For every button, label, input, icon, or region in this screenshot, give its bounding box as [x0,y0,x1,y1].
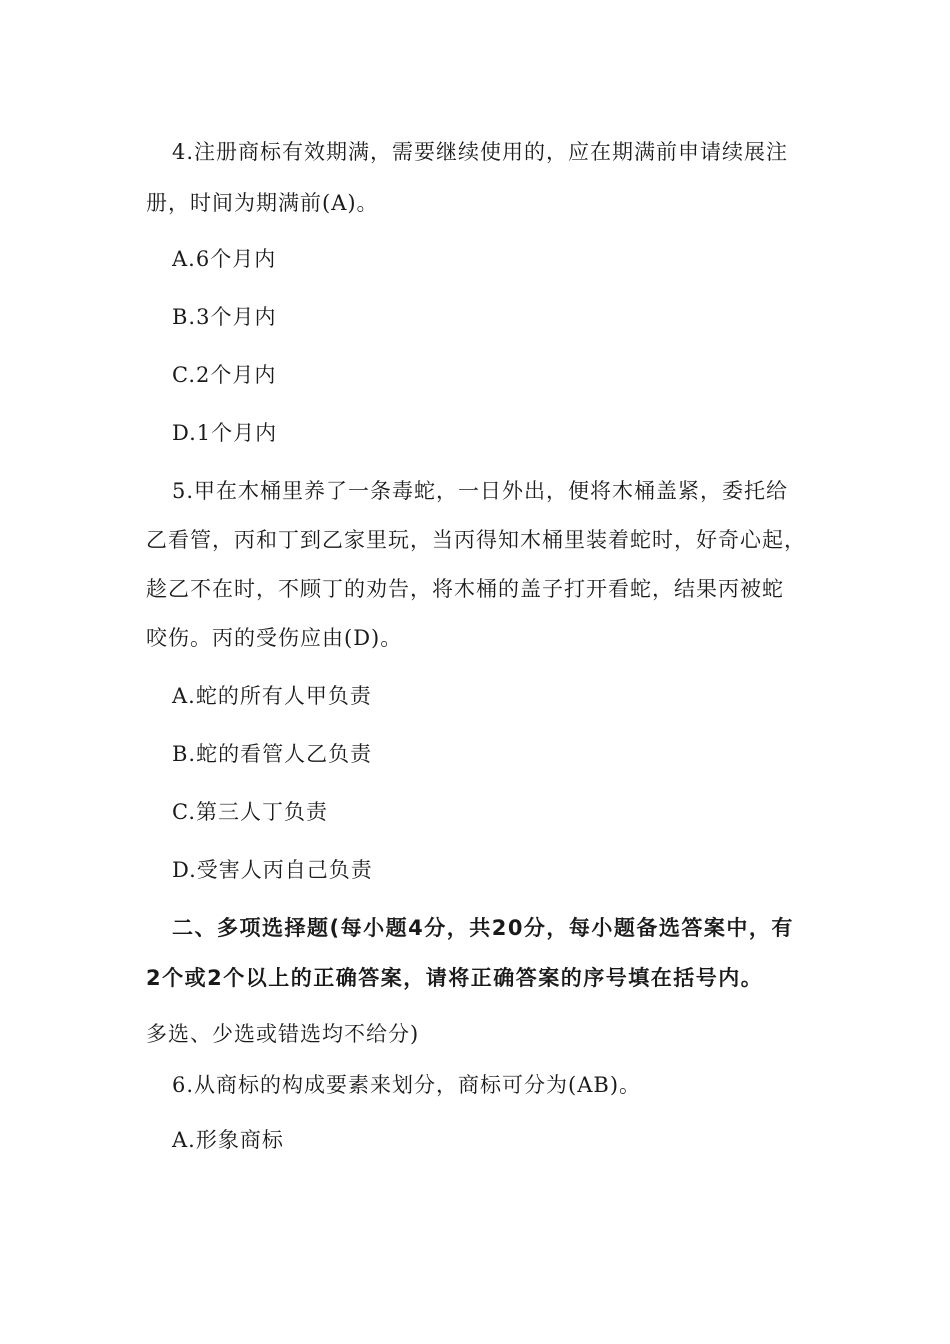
q5-option-a: A.蛇的所有人甲负责 [172,684,372,708]
q4-option-b: B.3个月内 [172,305,277,329]
section-2-heading-line-2: 2个或2个以上的正确答案，请将正确答案的序号填在括号内。 [146,966,764,990]
q6-option-a: A.形象商标 [172,1128,284,1152]
q6-stem: 6.从商标的构成要素来划分，商标可分为(AB)。 [172,1073,642,1097]
q4-option-c: C.2个月内 [172,363,277,387]
q5-stem-line-4: 咬伤。丙的受伤应由(D)。 [146,626,403,650]
q5-stem-line-1: 5.甲在木桶里养了一条毒蛇，一日外出，便将木桶盖紧，委托给 [172,479,789,503]
q4-option-d: D.1个月内 [172,421,278,445]
q5-option-c: C.第三人丁负责 [172,800,328,824]
q5-stem-line-2: 乙看管，丙和丁到乙家里玩，当丙得知木桶里装着蛇时，好奇心起， [146,528,806,552]
section-2-note: 多选、少选或错选均不给分) [146,1022,420,1046]
q4-stem-line-1: 4.注册商标有效期满，需要继续使用的，应在期满前申请续展注 [172,140,789,164]
q5-option-b: B.蛇的看管人乙负责 [172,742,373,766]
section-2-heading-line-1: 二、多项选择题(每小题4分，共20分，每小题备选答案中，有 [172,916,794,940]
q5-option-d: D.受害人丙自己负责 [172,858,373,882]
q4-option-a: A.6个月内 [172,247,277,271]
q5-stem-line-3: 趁乙不在时，不顾丁的劝告，将木桶的盖子打开看蛇，结果丙被蛇 [146,577,784,601]
q4-stem-line-2: 册，时间为期满前(A)。 [146,191,379,215]
